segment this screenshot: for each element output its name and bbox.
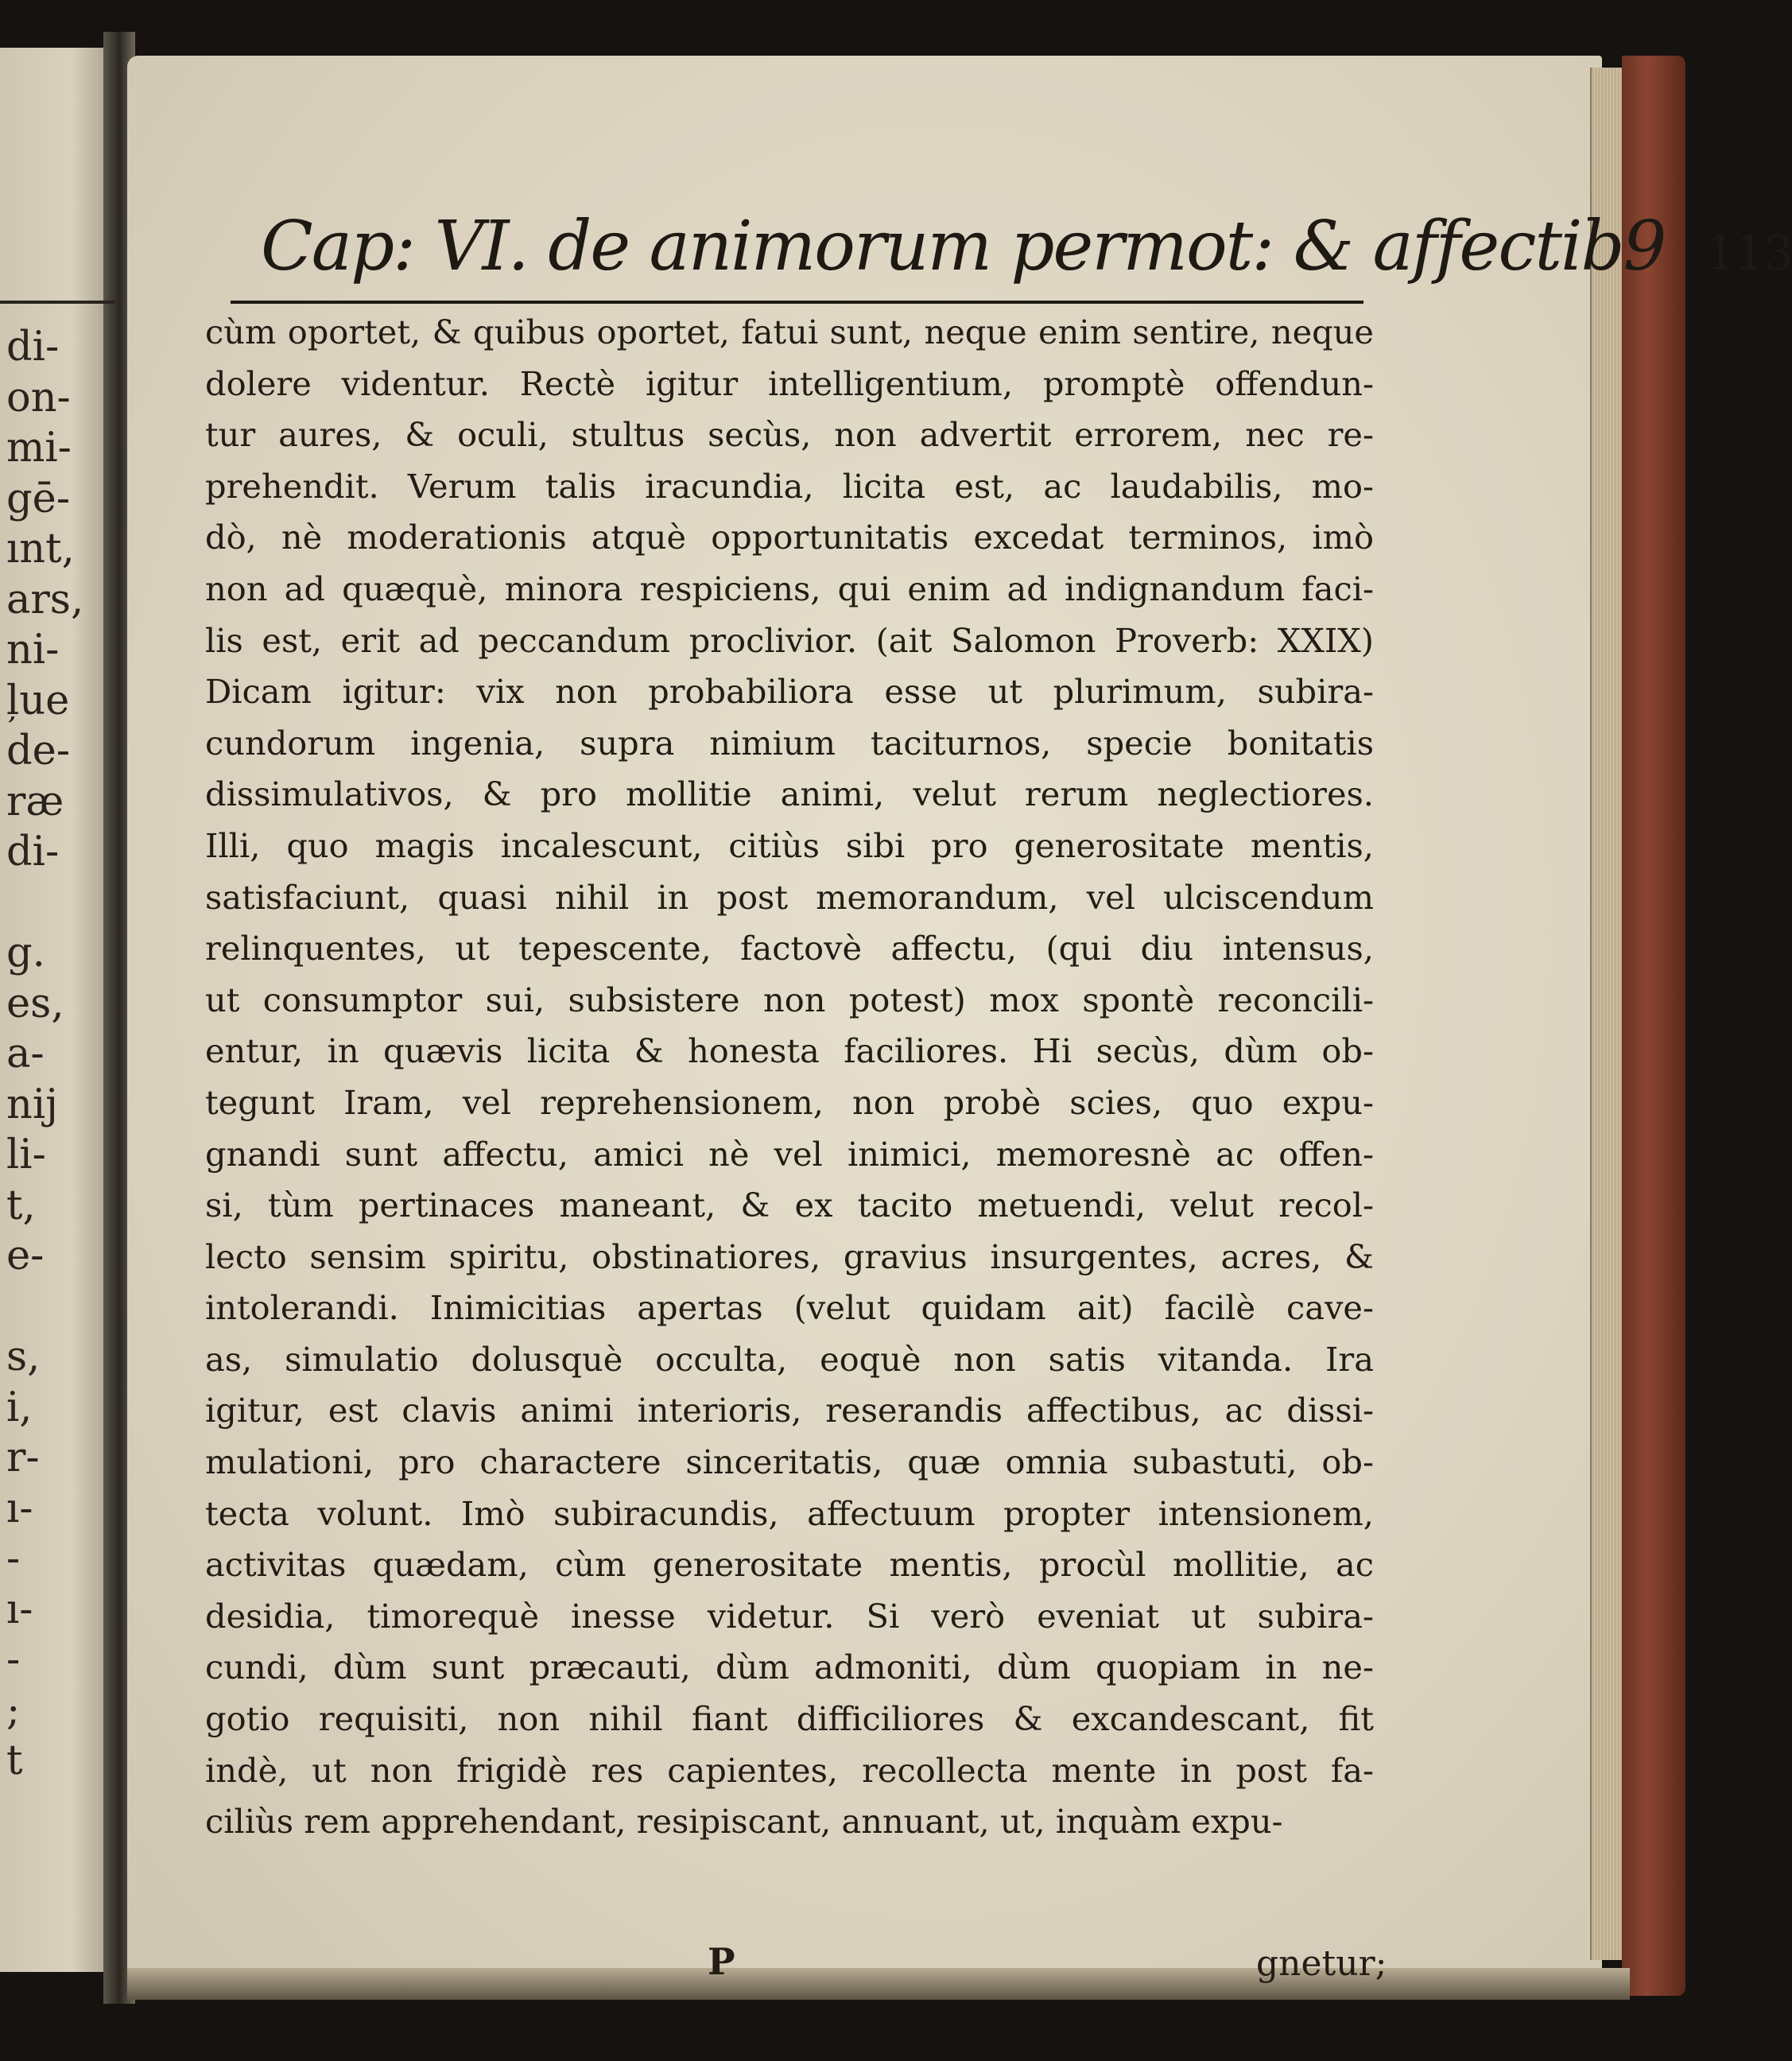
text-line: as, simulatio dolusquè occulta, eoquè non satis vitanda. Ira xyxy=(205,1339,1374,1379)
text-line: entur, in quævis licita & honesta faciliores. Hi secùs, dùm ob- xyxy=(205,1031,1374,1071)
page-number: 113 xyxy=(1705,226,1792,281)
text-line: tur aures, & oculi, stultus secùs, non advertit errorem, nec re- xyxy=(205,415,1374,455)
catchword: gnetur; xyxy=(1256,1943,1387,1984)
text-line: dissimulativos, & pro mollitie animi, velut rerum neglectiores. xyxy=(205,774,1374,814)
text-line: relinquentes, ut tepescente, factovè affectu, (qui diu intensus, xyxy=(205,929,1374,968)
text-line: lecto sensim spiritu, obstinatiores, gravius insurgentes, acres, & xyxy=(205,1236,1374,1276)
text-line: satisfaciunt, quasi nihil in post memorandum, vel ulciscendum xyxy=(205,877,1374,917)
margin-fragment: g. xyxy=(6,930,45,976)
margin-fragment: - xyxy=(6,1636,21,1683)
text-line: ciliùs rem apprehendant, resipiscant, annuant, ut, inquàm expu- xyxy=(205,1802,1283,1842)
text-line: activitas quædam, cùm generositate mentis, procùl mollitie, ac xyxy=(205,1545,1374,1585)
margin-fragment: r- xyxy=(6,1434,40,1481)
running-title: Cap: VI. de animorum permot: & affectib9 xyxy=(261,207,1666,286)
text-line: intolerandi. Inimicitias apertas (velut quidam ait) facilè cave- xyxy=(205,1288,1374,1328)
left-page-header-rule xyxy=(0,301,115,304)
left-page-margin-text xyxy=(6,322,118,1787)
text-line: Dicam igitur: vix non probabiliora esse ut plurimum, subira- xyxy=(205,672,1374,712)
text-line: cùm oportet, & quibus oportet, fatui sunt, neque enim sentire, neque xyxy=(205,312,1374,351)
signature-mark: P xyxy=(708,1940,735,1983)
text-line: ut consumptor sui, subsistere non potest) mox spontè reconcili- xyxy=(205,980,1374,1019)
margin-fragment: ı- xyxy=(6,1485,33,1532)
margin-fragment: ınt, xyxy=(6,526,75,572)
text-line: si, tùm pertinaces maneant, & ex tacito metuendi, velut recol- xyxy=(205,1186,1374,1225)
text-line: Illi, quo magis incalescunt, citiùs sibi pro generositate mentis, xyxy=(205,825,1374,865)
margin-fragment: t, xyxy=(6,1182,36,1229)
text-line: lis est, erit ad peccandum proclivior. (ait Salomon Proverb: XXIX) xyxy=(205,620,1374,660)
margin-fragment: e- xyxy=(6,1232,45,1279)
margin-fragment: ı- xyxy=(6,1586,33,1633)
text-line: tecta volunt. Imò subiracundis, affectuum propter intensionem, xyxy=(205,1493,1374,1533)
margin-fragment: ars, xyxy=(6,576,84,623)
margin-fragment: es, xyxy=(6,980,64,1027)
text-line: indè, ut non frigidè res capientes, recollecta mente in post fa- xyxy=(205,1750,1374,1790)
text-line: gotio requisiti, non nihil fiant difficiliores & excandescant, fit xyxy=(205,1699,1374,1739)
margin-fragment: di- xyxy=(6,324,60,371)
margin-fragment: i, xyxy=(6,1384,33,1431)
header-rule xyxy=(231,301,1363,304)
text-line: mulationi, pro charactere sinceritatis, quæ omnia subastuti, ob- xyxy=(205,1442,1374,1482)
text-line: desidia, timorequè inesse videtur. Si verò eveniat ut subira- xyxy=(205,1596,1374,1636)
margin-fragment xyxy=(6,878,118,929)
text-line: gnandi sunt affectu, amici nè vel inimici, memoresnè ac offen- xyxy=(205,1134,1374,1174)
margin-fragment: di- xyxy=(6,829,60,875)
margin-fragment: gē- xyxy=(6,475,71,522)
page-bottom-edge xyxy=(127,1968,1630,2000)
body-text xyxy=(205,307,1374,1848)
margin-fragment: t xyxy=(6,1737,23,1784)
margin-fragment: ni- xyxy=(6,627,60,673)
margin-fragment xyxy=(6,1282,118,1333)
running-header xyxy=(261,207,1792,293)
margin-fragment: li- xyxy=(6,1131,46,1178)
margin-fragment: mi- xyxy=(6,425,72,472)
margin-fragment: de- xyxy=(6,728,71,774)
text-line: prehendit. Verum talis iracundia, licita est, ac laudabilis, mo- xyxy=(205,466,1374,506)
text-line: tegunt Iram, vel reprehensionem, non probè scies, quo expu- xyxy=(205,1082,1374,1122)
text-line: dò, nè moderationis atquè opportunitatis excedat terminos, imò xyxy=(205,518,1374,557)
text-line: cundorum ingenia, supra nimium taciturnos, specie bonitatis xyxy=(205,723,1374,763)
margin-fragment: - xyxy=(6,1535,21,1582)
margin-fragment: ; xyxy=(6,1686,21,1734)
margin-fragment: ræ xyxy=(6,778,64,825)
text-line: cundi, dùm sunt præcauti, dùm admoniti, dùm quopiam in ne- xyxy=(205,1648,1374,1687)
margin-fragment: ļue xyxy=(6,677,70,724)
margin-fragment: s, xyxy=(6,1333,41,1380)
margin-fragment: nij xyxy=(6,1081,58,1128)
book-cover-edge xyxy=(1622,56,1685,1996)
text-line: igitur, est clavis animi interioris, reserandis affectibus, ac dissi- xyxy=(205,1391,1374,1430)
text-line: dolere videntur. Rectè igitur intelligentium, promptè offendun- xyxy=(205,363,1374,403)
text-line: non ad quæquè, minora respiciens, qui enim ad indignandum faci- xyxy=(205,569,1374,608)
margin-fragment: on- xyxy=(6,374,71,421)
margin-fragment: a- xyxy=(6,1030,45,1077)
